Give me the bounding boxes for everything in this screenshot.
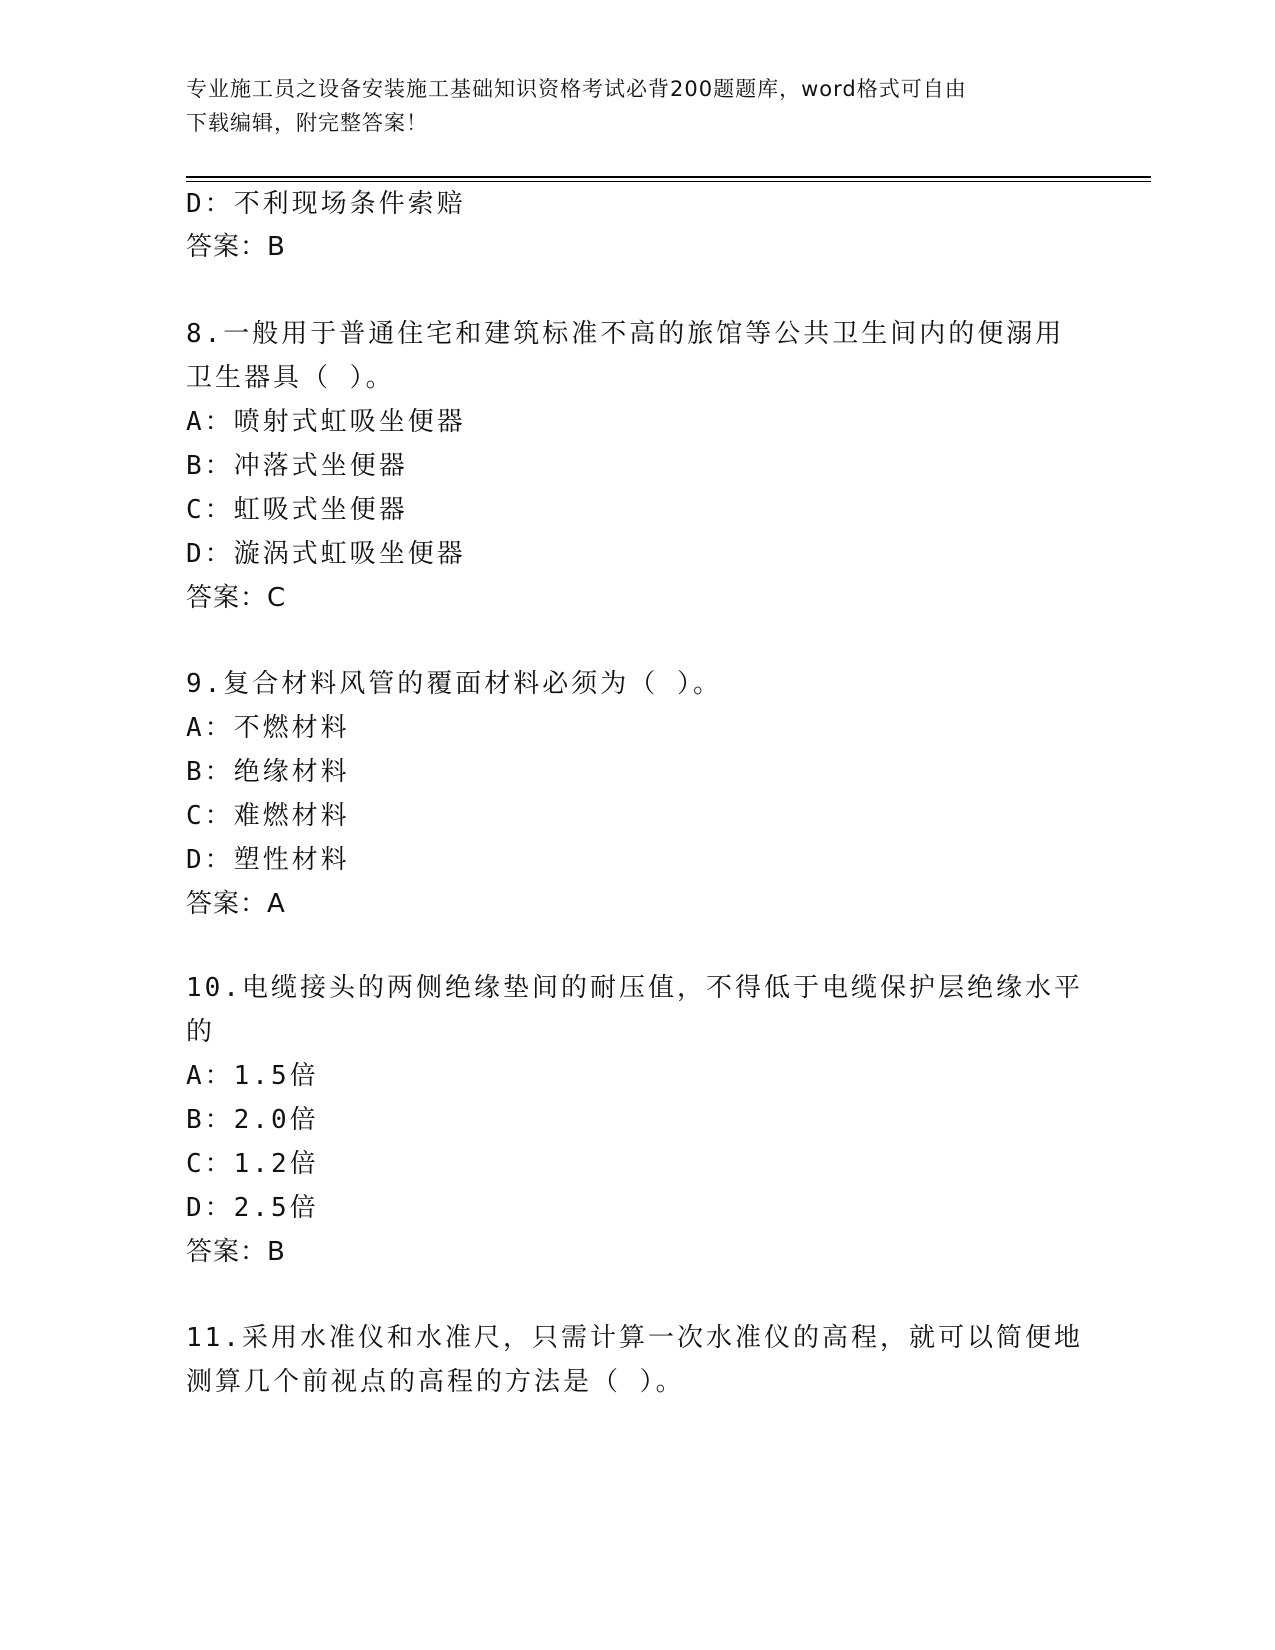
header-divider-thin (186, 181, 1151, 182)
q8-option-d: D：漩涡式虹吸坐便器 (186, 539, 466, 569)
header-divider-thick (186, 176, 1151, 178)
q9-option-b: B：绝缘材料 (186, 757, 350, 787)
q8-option-a: A：喷射式虹吸坐便器 (186, 407, 466, 437)
q10-answer: 答案：B (186, 1237, 286, 1267)
q10-option-b: B：2.0倍 (186, 1105, 319, 1135)
q8-option-b: B：冲落式坐便器 (186, 451, 408, 481)
q8-option-c: C：虹吸式坐便器 (186, 495, 408, 525)
q9-stem-line-1: 9.复合材料风管的覆面材料必须为（ ）。 (186, 669, 722, 699)
prev-option-d: D：不利现场条件索赔 (186, 189, 466, 219)
q8-stem-line-2: 卫生器具（ ）。 (186, 363, 395, 393)
document-header (186, 72, 1086, 140)
header-line-2: 下载编辑，附完整答案！ (186, 111, 428, 135)
q11-stem-line-2: 测算几个前视点的高程的方法是（ ）。 (186, 1367, 685, 1397)
q9-option-c: C：难燃材料 (186, 801, 350, 831)
q10-option-d: D：2.5倍 (186, 1193, 319, 1223)
q8-answer: 答案：C (186, 583, 287, 613)
q10-stem-line-1: 10.电缆接头的两侧绝缘垫间的耐压值，不得低于电缆保护层绝缘水平 (186, 973, 1083, 1003)
q10-option-a: A：1.5倍 (186, 1061, 319, 1091)
q11-stem-line-1: 11.采用水准仪和水准尺，只需计算一次水准仪的高程，就可以简便地 (186, 1323, 1083, 1353)
q9-option-a: A：不燃材料 (186, 713, 350, 743)
q10-option-c: C：1.2倍 (186, 1149, 319, 1179)
q8-stem-line-1: 8.一般用于普通住宅和建筑标准不高的旅馆等公共卫生间内的便溺用 (186, 319, 1065, 349)
q9-answer: 答案：A (186, 889, 286, 919)
header-line-1: 专业施工员之设备安装施工基础知识资格考试必背200题题库，word格式可自由 (186, 77, 967, 101)
prev-answer: 答案：B (186, 232, 286, 262)
q10-stem-line-2: 的 (186, 1017, 216, 1047)
q9-option-d: D：塑性材料 (186, 845, 350, 875)
